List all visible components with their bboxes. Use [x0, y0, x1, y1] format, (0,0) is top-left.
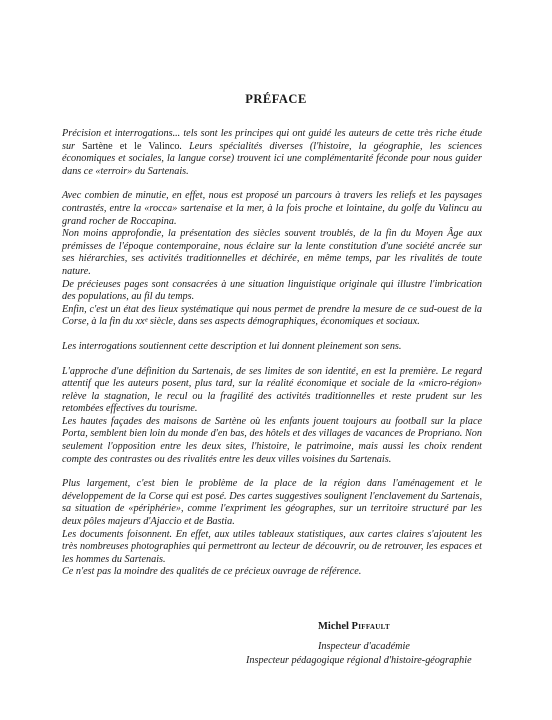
paragraph-5: Enfin, c'est un état des lieux systématique qui nous permet de prendre la mesure de ce sud-ouest de la Corse, à la fin du xxᵉ siècle, dans ses aspects démographiques, économiques et sociaux.	[62, 303, 482, 328]
paragraph-2: Avec combien de minutie, en effet, nous est proposé un parcours à travers les reliefs et les paysages contrastés, entre la «rocca» sartenaise et la mer, à la fois proche et lointaine, du golfe du Valincu au grand rocher de Roccapina.	[62, 190, 482, 227]
paragraph-text: Précision et interrogations... tels sont les principes qui ont guidé les auteurs de cette très riche étude sur	[62, 128, 482, 152]
signature-role-1: Inspecteur d'académie	[318, 641, 410, 652]
page-title: PRÉFACE	[245, 92, 307, 106]
paragraph-4: De précieuses pages sont consacrées à une situation linguistique originale qui illustre l'imbrication des populations, au fil du temps.	[62, 278, 482, 303]
signature-name	[318, 621, 518, 632]
signature-role-2: Inspecteur pédagogique régional d'histoire-géographie	[246, 655, 472, 666]
paragraph-10: Les documents foisonnent. En effet, aux utiles tableaux statistiques, aux cartes claires s'ajoutent les très nombreuses photographies qui permettront au lecteur de découvrir, ou de retrouver, les espaces et les hommes du Sartenais.	[62, 528, 482, 565]
paragraph-9: Plus largement, c'est bien le problème de la place de la région dans l'aménagement et le développement de la Corse qui est posé. Des cartes suggestives soulignent l'enclavement du Sartenais, sa situation de «périphérie», comme l'expriment les géographes, sur un territoire structuré par les deux pôles majeurs d'Ajaccio et de Bastia.	[62, 478, 482, 528]
signature-first-name: Michel	[318, 621, 349, 632]
signature-last-name: Piffault	[351, 621, 390, 632]
paragraph-text-upright: Sartène et le Valinco	[82, 140, 180, 152]
paragraph-7: L'approche d'une définition du Sartenais, de ses limites de son identité, en est la première. Le regard attentif que les auteurs posent, plus tard, sur la réalité économique et sociale de la «micro-région» relève la stagnation, le recul ou la fragilité des activités traditionnelles et reste prudent sur les retombées effectives du tourisme.	[62, 365, 482, 415]
preface-body	[62, 128, 482, 579]
paragraph-3: Non moins approfondie, la présentation des siècles souvent troublés, de la fin du Moyen Âge aux prémisses de l'époque contemporaine, nous éclaire sur la lente constitution d'une société ancrée sur ses hiérarchies, ses activités traditionnelles et déchirée, en même temps, par les rivalités de toute nature.	[62, 228, 482, 277]
paragraph-text: . Leurs spécialités diverses (l'histoire, la géographie, les sciences économiques et sociales, la langue corse) trouvent ici une complémentarité féconde pour nous guider dans ce «terroir» du Sartenais.	[62, 140, 482, 177]
paragraph-6: Les interrogations soutiennent cette description et lui donnent pleinement son sens.	[62, 340, 402, 352]
paragraph-11: Ce n'est pas la moindre des qualités de ce précieux ouvrage de référence.	[62, 566, 362, 578]
paragraph-8: Les hautes façades des maisons de Sartène où les enfants jouent toujours au football sur la place Porta, semblent bien loin du monde d'en bas, des hôtels et des villages de vacances de Propriano. Non seulement l'opposition entre les deux sites, l'histoire, le patrimoine, mais aussi les choix rendent compte des contrastes ou des rivalités entre les deux villes voisines du Sartenais.	[62, 415, 482, 465]
paragraph-1	[62, 128, 482, 178]
